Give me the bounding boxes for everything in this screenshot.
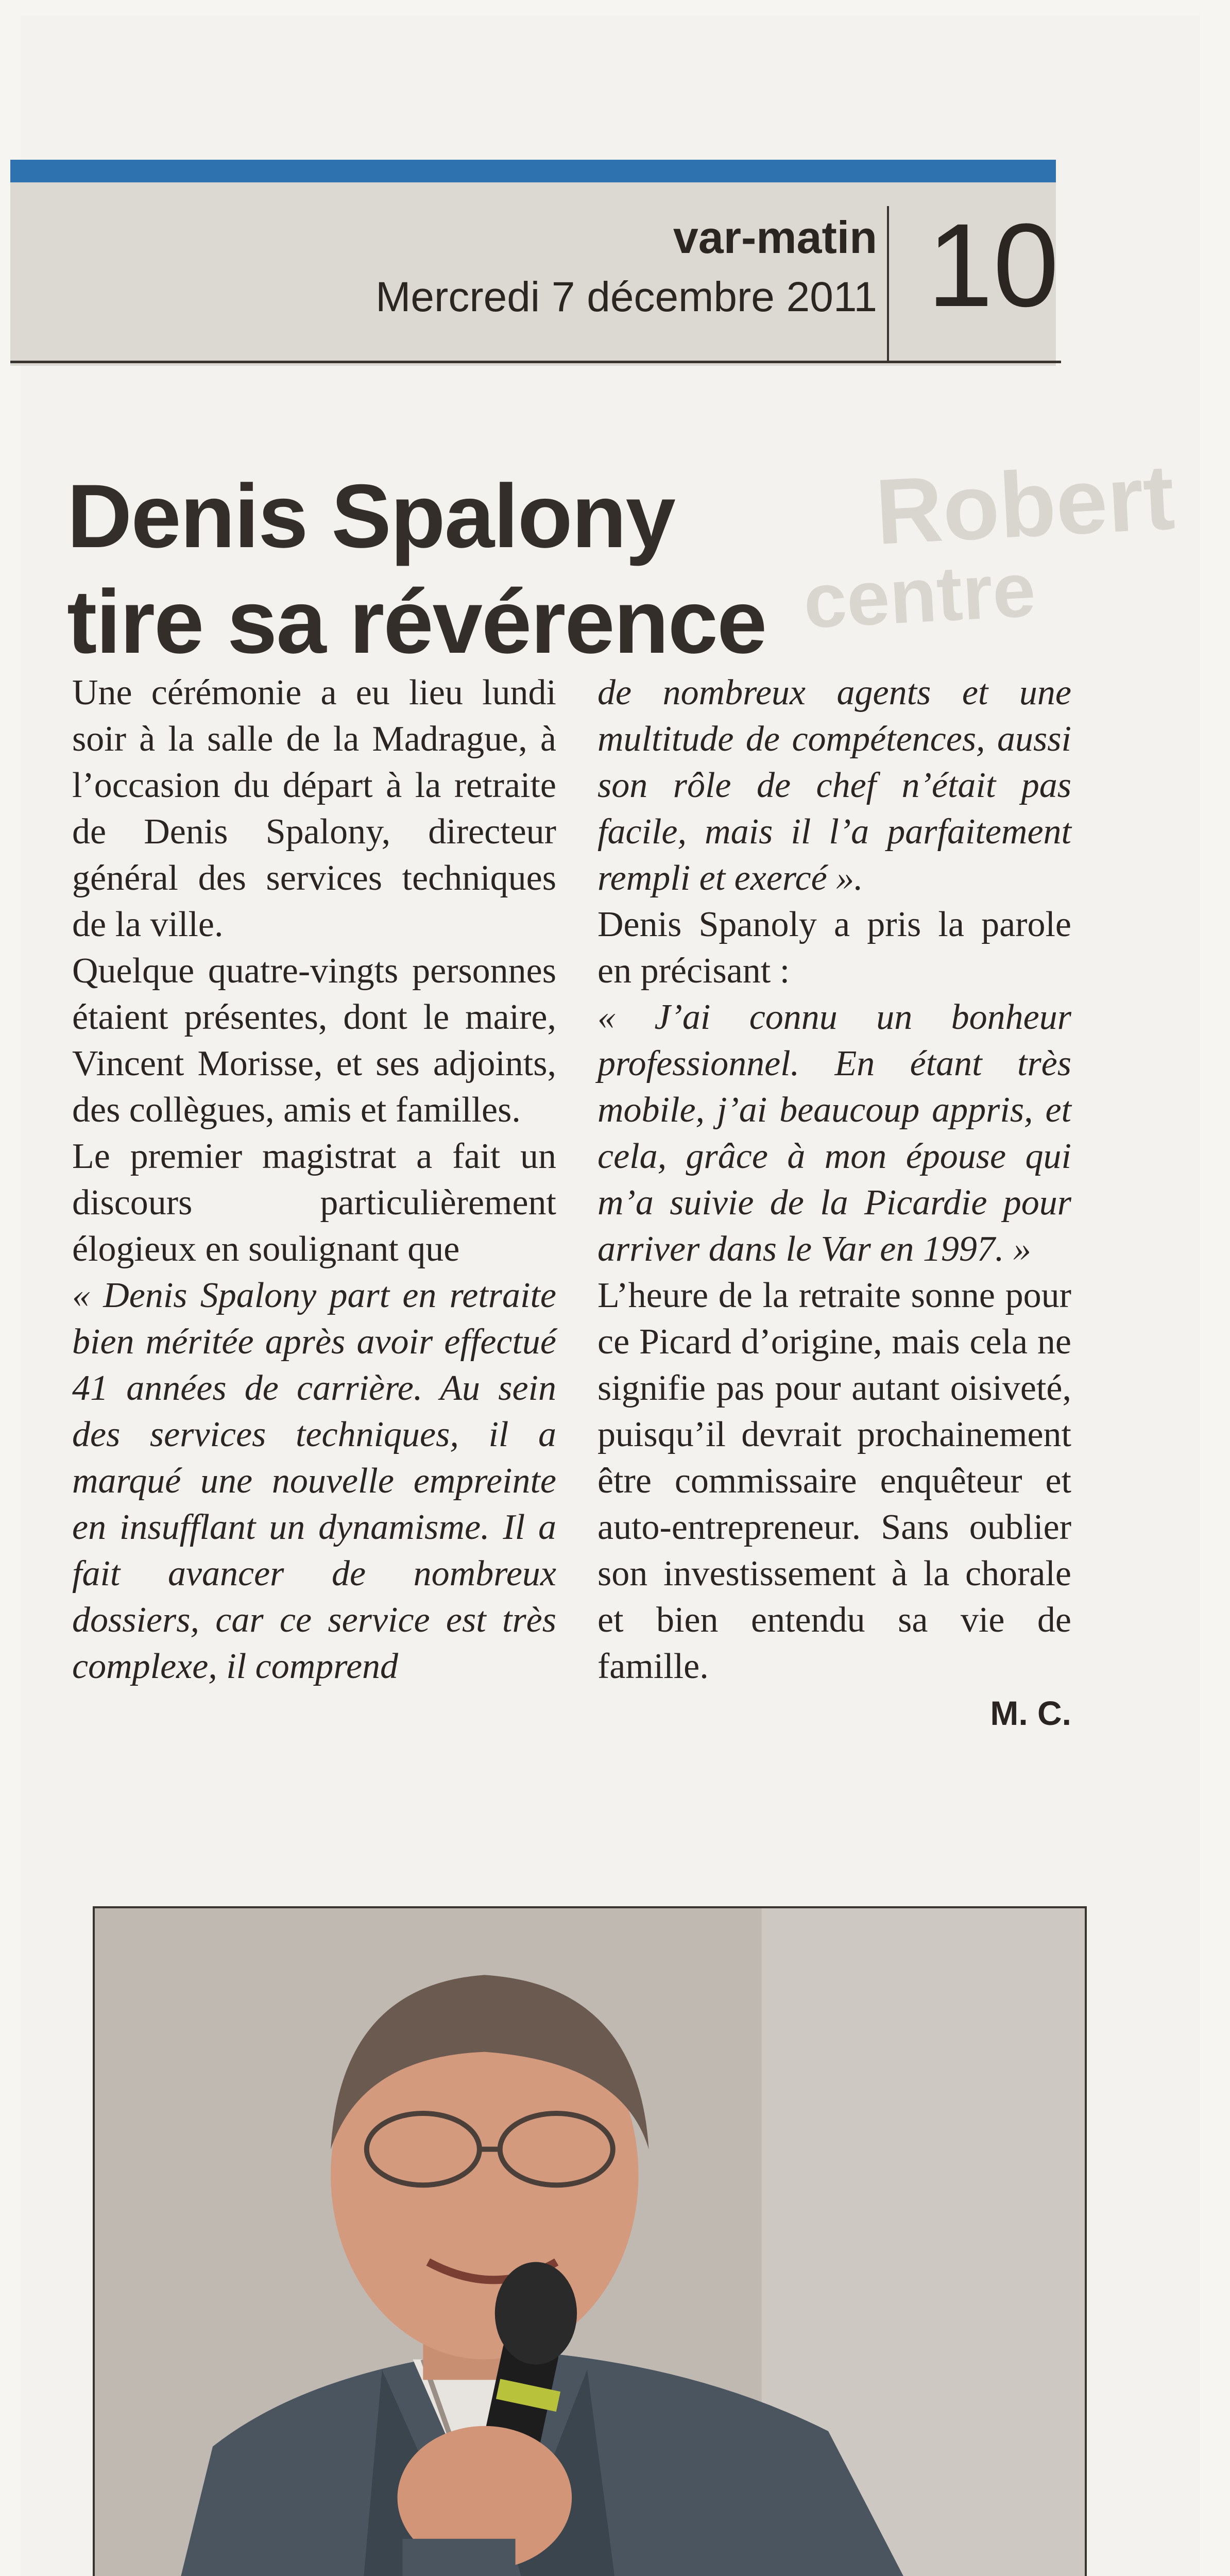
headline-line-1: Denis Spalony xyxy=(67,466,675,567)
paragraph: Le premier magistrat a fait un discours particulièrement élogieux en soulignant que xyxy=(72,1137,556,1269)
article-photo xyxy=(93,1906,1087,2576)
article-headline xyxy=(67,464,840,675)
quote-paragraph: « J’ai connu un bonheur professionnel. En étant très mobile, j’ai beaucoup appris, et cela, grâce à mon épouse qui m’a suivie de la Picardie pour arriver dans le Var en 1997. » xyxy=(597,997,1071,1269)
masthead-band xyxy=(10,160,1056,366)
article-column-1 xyxy=(72,670,556,1690)
paragraph: Une cérémonie a eu lieu lundi soir à la salle de la Madrague, à l’occasion du départ à la retraite de Denis Spalony, directeur général des services techniques de la ville. xyxy=(72,673,556,944)
article-column-2 xyxy=(597,670,1071,1736)
paragraph: Denis Spanoly a pris la parole en précisant : xyxy=(597,905,1071,991)
issue-date: Mercredi 7 décembre 2011 xyxy=(375,274,877,320)
page-number: 10 xyxy=(927,199,1059,331)
masthead-accent-rule xyxy=(10,160,1056,182)
quote-paragraph: « Denis Spalony part en retraite bien méritée après avoir effectué 41 années de carrière. Au sein des services techniques, il a marqué une nouvelle empreinte en insufflant un dynamisme. Il a fait avancer de nombreux dossiers, car ce service est très complexe, il comprend xyxy=(72,1276,556,1686)
quote-paragraph: de nombreux agents et une multitude de compétences, aussi son rôle de chef n’était pas facile, mais il l’a parfaitement rempli et exercé ». xyxy=(597,673,1071,898)
bleed-through-text: centre xyxy=(801,546,1038,645)
bleed-through-text: Robert xyxy=(873,445,1177,565)
headline-line-2: tire sa révérence xyxy=(67,572,766,672)
masthead-divider xyxy=(887,206,889,361)
masthead-bottom-rule xyxy=(10,361,1061,363)
newspaper-name: var-matin xyxy=(673,212,877,263)
author-signature: M. C. xyxy=(990,1694,1071,1732)
paragraph: L’heure de la retraite sonne pour ce Picard d’origine, mais cela ne signifie pas pour autant oisiveté, puisqu’il devrait prochainement être commissaire enquêteur et auto-entrepreneur. Sans oublier son investissement à la chorale et bien entendu sa vie de famille. xyxy=(597,1276,1071,1686)
paragraph: Quelque quatre-vingts personnes étaient présentes, dont le maire, Vincent Morisse, et ses adjoints, des collègues, amis et familles. xyxy=(72,951,556,1130)
portrait-illustration xyxy=(95,1908,1085,2576)
